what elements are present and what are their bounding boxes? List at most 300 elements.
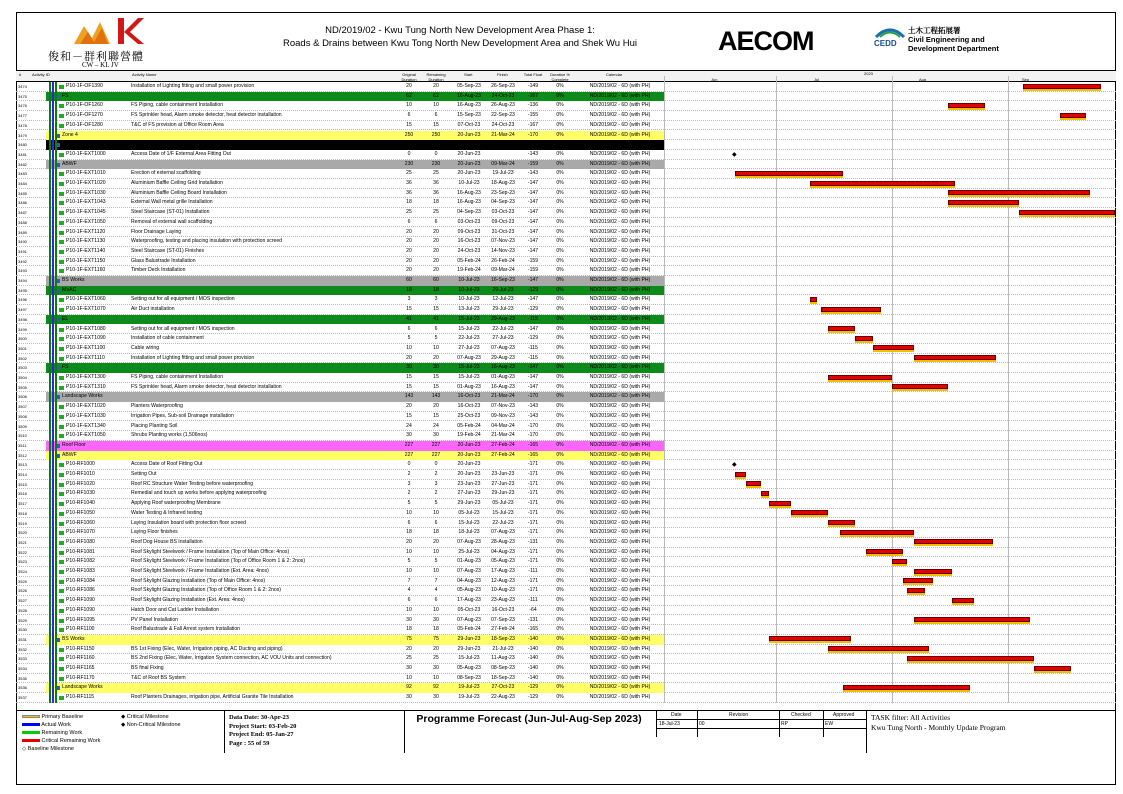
original-duration: 60 (406, 277, 412, 283)
start-date: 19-Jul-23 (458, 694, 480, 701)
remaining-duration: 2 (434, 471, 438, 477)
percent-complete: 0% (556, 432, 564, 439)
activity-icon (59, 415, 64, 419)
percent-complete: 0% (556, 306, 564, 313)
activity-id: P10-1F-EXT1045 (66, 209, 106, 216)
wbs-row[interactable] (16, 140, 1116, 150)
finish-date: 16-Sep-23 (491, 277, 515, 283)
table-row[interactable] (16, 625, 1116, 635)
activity-icon (59, 211, 64, 215)
remaining-duration: 92 (433, 684, 439, 691)
start-date: 18-Jul-23 (458, 529, 480, 536)
table-row[interactable] (16, 489, 1116, 499)
percent-complete: 0% (556, 335, 564, 342)
activity-name: Setting out for all equipment / MOS inspection (131, 325, 235, 332)
table-row[interactable] (16, 596, 1116, 606)
total-float: -147 (527, 277, 539, 283)
activity-name: FS Sprinkler head, Alarm smoke detector, heat detector installation (131, 112, 282, 119)
original-duration: 20 (406, 247, 412, 254)
row-number: 3478 (18, 122, 27, 128)
remaining-duration: 30 (433, 665, 439, 671)
total-float: -147 (527, 180, 539, 186)
remaining-duration: 60 (433, 277, 439, 283)
table-row[interactable] (16, 548, 1116, 558)
row-number: 3480 (18, 142, 27, 148)
col-tf: Total Float (523, 72, 543, 77)
milestone-diamond-icon[interactable]: ◆ (731, 151, 737, 158)
original-duration: 30 (406, 364, 412, 371)
wbs-row[interactable] (16, 441, 1116, 451)
finish-date: 01-Aug-23 (491, 374, 515, 380)
table-row[interactable] (16, 664, 1116, 674)
percent-complete: 0% (556, 218, 564, 225)
activity-name: Hatch Door and Cat Ladder Installation (131, 606, 220, 613)
table-row[interactable] (16, 412, 1116, 422)
percent-complete: 0% (556, 684, 564, 691)
row-number: 3513 (18, 462, 27, 468)
diamond-icon: ◆ (121, 722, 126, 728)
table-row[interactable] (16, 538, 1116, 548)
activity-id: P10-1F-EXT1130 (66, 238, 106, 245)
row-number: 3512 (18, 452, 27, 458)
start-date: 16-Aug-23 (457, 189, 481, 196)
start-date: 17-Aug-23 (457, 597, 481, 604)
table-row[interactable] (16, 111, 1116, 121)
wbs-row[interactable] (16, 392, 1116, 402)
calendar: ND/2019/02 - 6D (with PH) (589, 218, 651, 225)
activity-icon (59, 192, 64, 196)
activity-name: Placing Planting Soil (131, 422, 178, 429)
activity-name: Water Testing & Infrared testing (131, 509, 203, 516)
table-row[interactable] (16, 354, 1116, 364)
table-row[interactable] (16, 499, 1116, 509)
percent-complete: 0% (556, 509, 564, 516)
remaining-duration: 15 (433, 412, 439, 419)
remaining-duration: 15 (433, 383, 439, 390)
activity-name: BS final Fixing (131, 665, 164, 671)
table-row[interactable] (16, 431, 1116, 441)
finish-date: 26-Sep-23 (491, 83, 515, 89)
table-row[interactable] (16, 247, 1116, 257)
finish-date: 04-Aug-23 (491, 548, 515, 555)
table-row[interactable] (16, 344, 1116, 354)
table-row[interactable] (16, 179, 1116, 189)
percent-complete: 0% (556, 548, 564, 555)
table-row[interactable] (16, 150, 1116, 160)
divider (866, 711, 867, 753)
activity-icon (59, 308, 64, 312)
row-number: 3525 (18, 578, 27, 584)
row-number: 3494 (18, 278, 27, 283)
finish-date: 22-Sep-23 (491, 112, 515, 119)
calendar: ND/2019/02 - 6D (with PH) (589, 112, 651, 119)
total-float: -129 (527, 694, 539, 701)
wbs-row[interactable] (16, 92, 1116, 102)
table-row[interactable] (16, 674, 1116, 684)
start-date: 05-Jul-23 (458, 509, 480, 516)
wbs-row[interactable] (16, 276, 1116, 286)
row-number: 3500 (18, 336, 27, 342)
wbs-row[interactable] (16, 286, 1116, 296)
percent-complete: 0% (556, 529, 564, 536)
activity-name: PV Panel Installation (131, 616, 179, 623)
activity-id: P10-RF1050 (66, 509, 95, 516)
table-row[interactable] (16, 383, 1116, 393)
percent-complete: 0% (556, 92, 564, 99)
table-row[interactable] (16, 567, 1116, 577)
activity-icon (59, 551, 64, 555)
calendar: ND/2019/02 - 6D (with PH) (589, 490, 651, 497)
table-row[interactable] (16, 169, 1116, 179)
percent-complete: 0% (556, 403, 564, 410)
wbs-row[interactable] (16, 131, 1116, 141)
original-duration: 10 (406, 509, 412, 516)
table-row[interactable] (16, 218, 1116, 228)
calendar: ND/2019/02 - 6D (with PH) (589, 306, 651, 313)
activity-icon (59, 677, 64, 681)
percent-complete: 0% (556, 461, 564, 468)
start-date: 16-Aug-23 (457, 199, 481, 206)
finish-date: 18-Sep-23 (491, 674, 515, 681)
activity-icon (59, 531, 64, 535)
table-row[interactable] (16, 121, 1116, 131)
percent-complete: 0% (556, 286, 564, 293)
percent-complete: 0% (556, 199, 564, 206)
table-row[interactable] (16, 528, 1116, 538)
activity-name: Glass Balustrade Installation (131, 257, 196, 264)
calendar: ND/2019/02 - 6D (with PH) (589, 587, 651, 594)
table-row[interactable] (16, 198, 1116, 208)
original-duration: 10 (406, 606, 412, 613)
original-duration: 30 (406, 432, 412, 439)
finish-date: 19-Jul-23 (492, 170, 514, 177)
table-row[interactable] (16, 460, 1116, 470)
calendar: ND/2019/02 - 6D (with PH) (589, 480, 651, 487)
finish-date: 29-Jul-23 (492, 306, 514, 313)
remaining-duration: 6 (434, 597, 438, 604)
activity-name: T&C of Roof BS System (131, 674, 186, 681)
start-date: 13-Jul-23 (458, 306, 480, 313)
total-float: -159 (527, 160, 539, 167)
percent-complete: 0% (556, 626, 564, 633)
activity-name: Timber Deck Installation (131, 267, 186, 274)
calendar: ND/2019/02 - 6D (with PH) (589, 364, 651, 371)
remaining-duration: 10 (433, 509, 439, 516)
activity-name: Remedial and touch up works before applying waterproofing (131, 490, 267, 497)
wbs-row[interactable] (16, 451, 1116, 461)
remaining-duration: 2 (434, 490, 438, 497)
table-row[interactable] (16, 228, 1116, 238)
project-start: Project Start: 03-Feb-20 (229, 722, 297, 730)
activity-icon (59, 221, 64, 225)
row-number: 3521 (18, 539, 27, 545)
wbs-row[interactable] (16, 683, 1116, 693)
activity-name: Aluminium Baffle Ceiling Board Installation (131, 189, 227, 196)
percent-complete: 0% (556, 558, 564, 565)
percent-complete: 0% (556, 112, 564, 119)
page-number: Page : 55 of 59 (229, 739, 270, 747)
activity-icon (59, 231, 64, 235)
activity-icon (59, 483, 64, 487)
activity-id: P10-1F-EXT1010 (66, 170, 106, 177)
finish-date: 27-Jul-23 (492, 335, 514, 342)
table-row[interactable] (16, 373, 1116, 383)
percent-complete: 0% (556, 519, 564, 526)
finish-date: 09-Nov-23 (491, 412, 515, 419)
total-float: -147 (527, 189, 539, 196)
total-float: -171 (527, 500, 539, 507)
total-float: -147 (527, 296, 539, 303)
activity-icon (59, 522, 64, 526)
total-float: -159 (527, 257, 539, 264)
total-float: -165 (527, 441, 539, 448)
revision-table (656, 711, 866, 737)
total-float: -170 (527, 422, 539, 429)
legend-noncritical-milestone: ◆ Non-Critical Milestone (121, 722, 181, 728)
table-row[interactable] (16, 295, 1116, 305)
activity-name: Setting out for all equipment / MOS inspection (131, 296, 235, 303)
total-float: -167 (527, 92, 539, 99)
table-row[interactable] (16, 654, 1116, 664)
activity-icon (59, 298, 64, 302)
table-row[interactable] (16, 519, 1116, 529)
table-row[interactable] (16, 606, 1116, 616)
wbs-icon (55, 279, 60, 283)
percent-complete: 0% (556, 422, 564, 429)
month-aug: Aug (919, 77, 927, 82)
start-date: 16-Oct-23 (457, 238, 481, 245)
month-jul: Jul (814, 77, 820, 82)
activity-id: P10-RF1030 (66, 490, 95, 497)
start-date: 25-Oct-23 (457, 412, 481, 419)
start-date: 07-Aug-23 (457, 568, 481, 574)
calendar: ND/2019/02 - 6D (with PH) (589, 606, 651, 613)
calendar: ND/2019/02 - 6D (with PH) (589, 209, 651, 216)
start-date: 22-Jul-23 (458, 335, 480, 342)
table-row[interactable] (16, 509, 1116, 519)
total-float: -115 (528, 344, 538, 351)
activity-name: Roof RC Structure Water Testing before waterproofing (131, 480, 254, 487)
legend-primary-baseline: Primary Baseline (22, 714, 83, 720)
activity-id: P10-RF1010 (66, 471, 95, 477)
row-number: 3520 (18, 530, 27, 536)
activity-name: Laying Floor finishes (131, 529, 178, 536)
col-cal: Calendar (606, 72, 623, 77)
table-row[interactable] (16, 557, 1116, 567)
activity-id: P10-RF1165 (66, 665, 95, 671)
percent-complete: 0% (556, 441, 564, 448)
total-float: -143 (527, 412, 539, 419)
row-number: 3507 (18, 404, 27, 410)
activity-name: Floor Drainage Laying (131, 228, 182, 235)
total-float: -64 (529, 606, 537, 613)
activity-name: External Wall metal grille Installation (131, 199, 213, 206)
wbs-row[interactable] (16, 315, 1116, 325)
wbs-row[interactable] (16, 363, 1116, 373)
activity-icon (59, 619, 64, 623)
remaining-duration: 10 (433, 606, 439, 613)
row-number: 3492 (18, 258, 27, 264)
original-duration: 18 (406, 529, 412, 536)
wbs-row[interactable] (16, 635, 1116, 645)
remaining-duration: 7 (434, 577, 438, 584)
activity-id: P10-1F-EXT1070 (66, 306, 106, 313)
row-number: 3476 (18, 103, 27, 109)
activity-id: P10-RF1082 (66, 558, 95, 565)
total-float: -129 (527, 286, 539, 293)
percent-complete: 0% (556, 209, 564, 216)
table-row[interactable] (16, 616, 1116, 626)
table-row[interactable] (16, 189, 1116, 199)
data-date: Data Date: 30-Apr-23 (229, 714, 290, 721)
calendar: ND/2019/02 - 6D (with PH) (589, 403, 651, 410)
task-filter (871, 713, 1006, 733)
start-date: 15-Sep-23 (457, 112, 481, 119)
table-row[interactable] (16, 208, 1116, 218)
percent-complete: 0% (556, 121, 564, 128)
calendar: ND/2019/02 - 6D (with PH) (589, 160, 651, 167)
calendar: ND/2019/02 - 6D (with PH) (589, 451, 651, 458)
row-number: 3532 (18, 646, 27, 652)
percent-complete: 0% (556, 267, 564, 274)
milestone-diamond-icon[interactable]: ◆ (731, 462, 737, 469)
cedd-cn: 土木工程拓展署 (908, 26, 961, 35)
legend-remaining-work: Remaining Work (22, 730, 82, 736)
finish-date: 04-Mar-24 (491, 422, 515, 429)
finish-date: 29-Jun-23 (491, 490, 515, 497)
calendar: ND/2019/02 - 6D (with PH) (589, 374, 651, 380)
activity-icon (59, 357, 64, 361)
remaining-duration: 20 (433, 403, 439, 410)
wbs-icon (55, 686, 60, 690)
row-number: 3531 (18, 636, 27, 642)
remaining-duration: 30 (433, 616, 439, 623)
activity-icon (59, 463, 64, 467)
table-row[interactable] (16, 305, 1116, 315)
activity-name: Shrubs Planting works (1,506nos) (131, 432, 208, 439)
total-float: -147 (527, 238, 539, 245)
activity-name: Roof Skylight Glazing Installation (Top of Main Office: 4nos) (131, 577, 266, 584)
table-row[interactable] (16, 237, 1116, 247)
row-number: 3526 (18, 588, 27, 594)
finish-date: 24-Oct-23 (491, 121, 515, 128)
table-row[interactable] (16, 470, 1116, 480)
activity-name: Installation of Lighting fitting and small power provision (131, 83, 255, 89)
row-number: 3509 (18, 423, 27, 429)
activity-icon (59, 502, 64, 506)
rev-approved: EW (825, 721, 834, 727)
row-number: 3493 (18, 268, 27, 274)
finish-date: 16-Aug-23 (491, 364, 515, 371)
total-float: -171 (527, 519, 539, 526)
total-float: -171 (527, 471, 539, 477)
wbs-icon (55, 163, 60, 167)
total-float: -131 (527, 538, 539, 545)
original-duration: 3 (407, 296, 411, 303)
total-float: -131 (527, 616, 539, 623)
start-date: 20-Jun-23 (457, 471, 481, 477)
table-row[interactable] (16, 577, 1116, 587)
calendar: ND/2019/02 - 6D (with PH) (589, 538, 651, 545)
activity-name: Cable wiring (131, 344, 160, 351)
percent-complete: 0% (556, 364, 564, 371)
calendar: ND/2019/02 - 6D (with PH) (589, 626, 651, 633)
activity-id: P10-1F-EXT1050 (66, 218, 106, 225)
finish-date: 17-Aug-23 (491, 568, 515, 574)
table-row[interactable] (16, 645, 1116, 655)
activity-id: P10-RF1000 (66, 461, 95, 468)
percent-complete: 0% (556, 180, 564, 186)
table-row[interactable] (16, 422, 1116, 432)
month-jun: Jun (711, 77, 718, 82)
document-title (260, 24, 660, 50)
percent-complete: 0% (556, 131, 564, 138)
calendar: ND/2019/02 - 6D (with PH) (589, 83, 651, 89)
activity-id: P10-1F-EXT1060 (66, 296, 106, 303)
table-row[interactable] (16, 325, 1116, 335)
activity-icon (59, 425, 64, 429)
activity-icon (59, 589, 64, 593)
activity-icon (59, 172, 64, 176)
activity-id: Roof Floor (62, 441, 86, 448)
table-row[interactable] (16, 586, 1116, 596)
remaining-duration: 5 (434, 335, 438, 342)
row-number: 3490 (18, 239, 27, 245)
calendar: ND/2019/02 - 6D (with PH) (589, 267, 651, 274)
total-float: -143 (527, 403, 539, 410)
activity-name: Steel Staircase (ST-01) Installation (131, 209, 210, 216)
table-row[interactable] (16, 334, 1116, 344)
wbs-icon (55, 395, 60, 399)
percent-complete: 0% (556, 577, 564, 584)
original-duration: 10 (406, 674, 412, 681)
calendar: ND/2019/02 - 6D (with PH) (589, 121, 651, 128)
finish-date: 18-Aug-23 (491, 180, 515, 186)
table-row[interactable] (16, 266, 1116, 276)
cedd-en1: Civil Engineering and (908, 35, 985, 44)
wbs-icon (55, 454, 60, 458)
row-number: 3491 (18, 248, 27, 254)
start-date: 05-Oct-23 (457, 606, 481, 613)
activity-id: Landscape Works (62, 393, 103, 400)
table-row[interactable] (16, 402, 1116, 412)
row-number: 3508 (18, 413, 27, 419)
remaining-duration: 143 (431, 393, 441, 400)
activity-icon (59, 667, 64, 671)
table-row[interactable] (16, 101, 1116, 111)
table-row[interactable] (16, 693, 1116, 703)
percent-complete: 0% (556, 645, 564, 652)
activity-id: P10-RF1095 (66, 616, 95, 623)
original-duration: 5 (407, 335, 411, 342)
original-duration: 36 (406, 180, 412, 186)
finish-date: 07-Aug-23 (491, 344, 515, 351)
rev-header-date: Date (671, 712, 682, 718)
activity-id: P10-RF1084 (66, 577, 95, 584)
calendar: ND/2019/02 - 6D (with PH) (589, 344, 651, 351)
calendar: ND/2019/02 - 6D (with PH) (589, 645, 651, 652)
cedd-en2: Development Department (908, 44, 999, 53)
activity-icon (59, 153, 64, 157)
finish-date: 05-Jul-23 (492, 500, 514, 507)
calendar: ND/2019/02 - 6D (with PH) (589, 548, 651, 555)
calendar: ND/2019/02 - 6D (with PH) (589, 519, 651, 526)
table-row[interactable] (16, 257, 1116, 267)
total-float: -171 (527, 577, 539, 584)
table-row[interactable] (16, 480, 1116, 490)
table-row[interactable] (16, 82, 1116, 92)
wbs-row[interactable] (16, 160, 1116, 170)
